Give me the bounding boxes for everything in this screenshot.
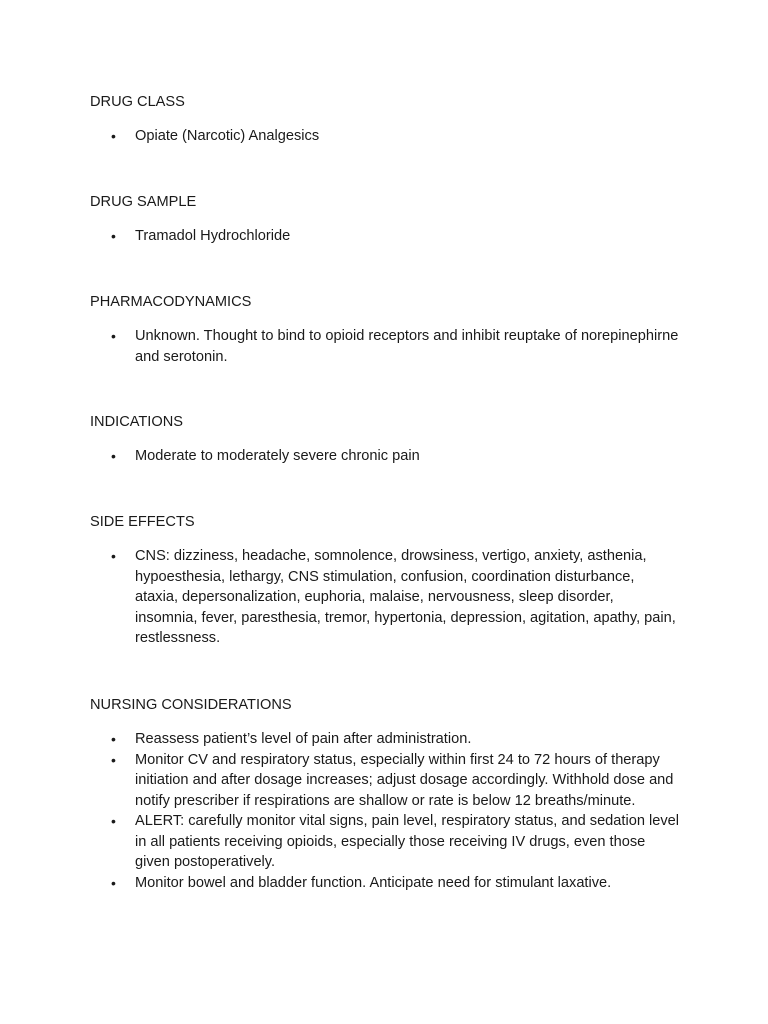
list-item	[90, 326, 680, 367]
bullet-icon: •	[111, 548, 116, 564]
list-item	[90, 126, 680, 147]
section-drug-sample	[90, 192, 690, 247]
bullet-icon: •	[111, 228, 116, 244]
bullet-icon: •	[111, 731, 116, 747]
list-item-text: Monitor CV and respiratory status, especially within first 24 to 72 hours of therapy initiation and after dosage increases; adjust dosage accordingly. Withhold dose and notify prescriber if respirations are shallow or rate is below 12 breaths/minute.	[135, 751, 674, 809]
section-heading: DRUG CLASS	[90, 94, 185, 110]
list-item	[90, 873, 680, 894]
section-heading: PHARMACODYNAMICS	[90, 294, 252, 310]
section-heading: NURSING CONSIDERATIONS	[90, 697, 292, 713]
bullet-list	[90, 326, 690, 367]
list-item-text: Tramadol Hydrochloride	[135, 228, 291, 244]
list-item-text: ALERT: carefully monitor vital signs, pain level, respiratory status, and sedation level in all patients receiving opioids, especially those receiving IV drugs, even those given postoperatively.	[135, 813, 680, 870]
list-item-text: Monitor bowel and bladder function. Anticipate need for stimulant laxative.	[135, 874, 612, 891]
section-drug-class	[90, 92, 690, 147]
bullet-icon: •	[111, 751, 116, 768]
list-item-text: Opiate (Narcotic) Analgesics	[135, 128, 320, 144]
list-item-text: Unknown. Thought to bind to opioid receptors and inhibit reuptake of norepinephirne and serotonin.	[135, 328, 679, 365]
bullet-list	[90, 226, 690, 247]
list-item	[90, 750, 680, 812]
list-item	[90, 226, 680, 247]
bullet-icon: •	[111, 128, 116, 144]
bullet-icon: •	[111, 328, 116, 344]
section-heading: DRUG SAMPLE	[90, 194, 197, 210]
list-item-text: Reassess patient’s level of pain after administration.	[135, 731, 472, 747]
bullet-icon: •	[111, 448, 116, 464]
list-item	[90, 546, 680, 649]
section-nursing-considerations	[90, 695, 690, 893]
list-item	[90, 729, 680, 750]
section-heading: SIDE EFFECTS	[90, 514, 195, 530]
bullet-list	[90, 126, 690, 147]
bullet-icon: •	[111, 813, 116, 829]
section-side-effects	[90, 512, 690, 649]
list-item	[90, 811, 680, 873]
bullet-icon: •	[111, 874, 116, 891]
section-heading: INDICATIONS	[90, 414, 183, 430]
list-item	[90, 446, 680, 467]
list-item-text: CNS: dizziness, headache, somnolence, drowsiness, vertigo, anxiety, asthenia, hypoesthesia, lethargy, CNS stimulation, confusion, coordination disturbance, ataxia, depersonalization, euphoria, malaise, nervousness, sleep disorder, insomnia, fever, paresthesia, tremor, hypertonia, depression, agitation, apathy, pain, restlessness.	[135, 548, 676, 646]
bullet-list	[90, 546, 690, 649]
bullet-list	[90, 729, 690, 893]
section-pharmacodynamics	[90, 292, 690, 367]
section-indications	[90, 412, 690, 467]
bullet-list	[90, 446, 690, 467]
list-item-text: Moderate to moderately severe chronic pain	[135, 448, 420, 464]
